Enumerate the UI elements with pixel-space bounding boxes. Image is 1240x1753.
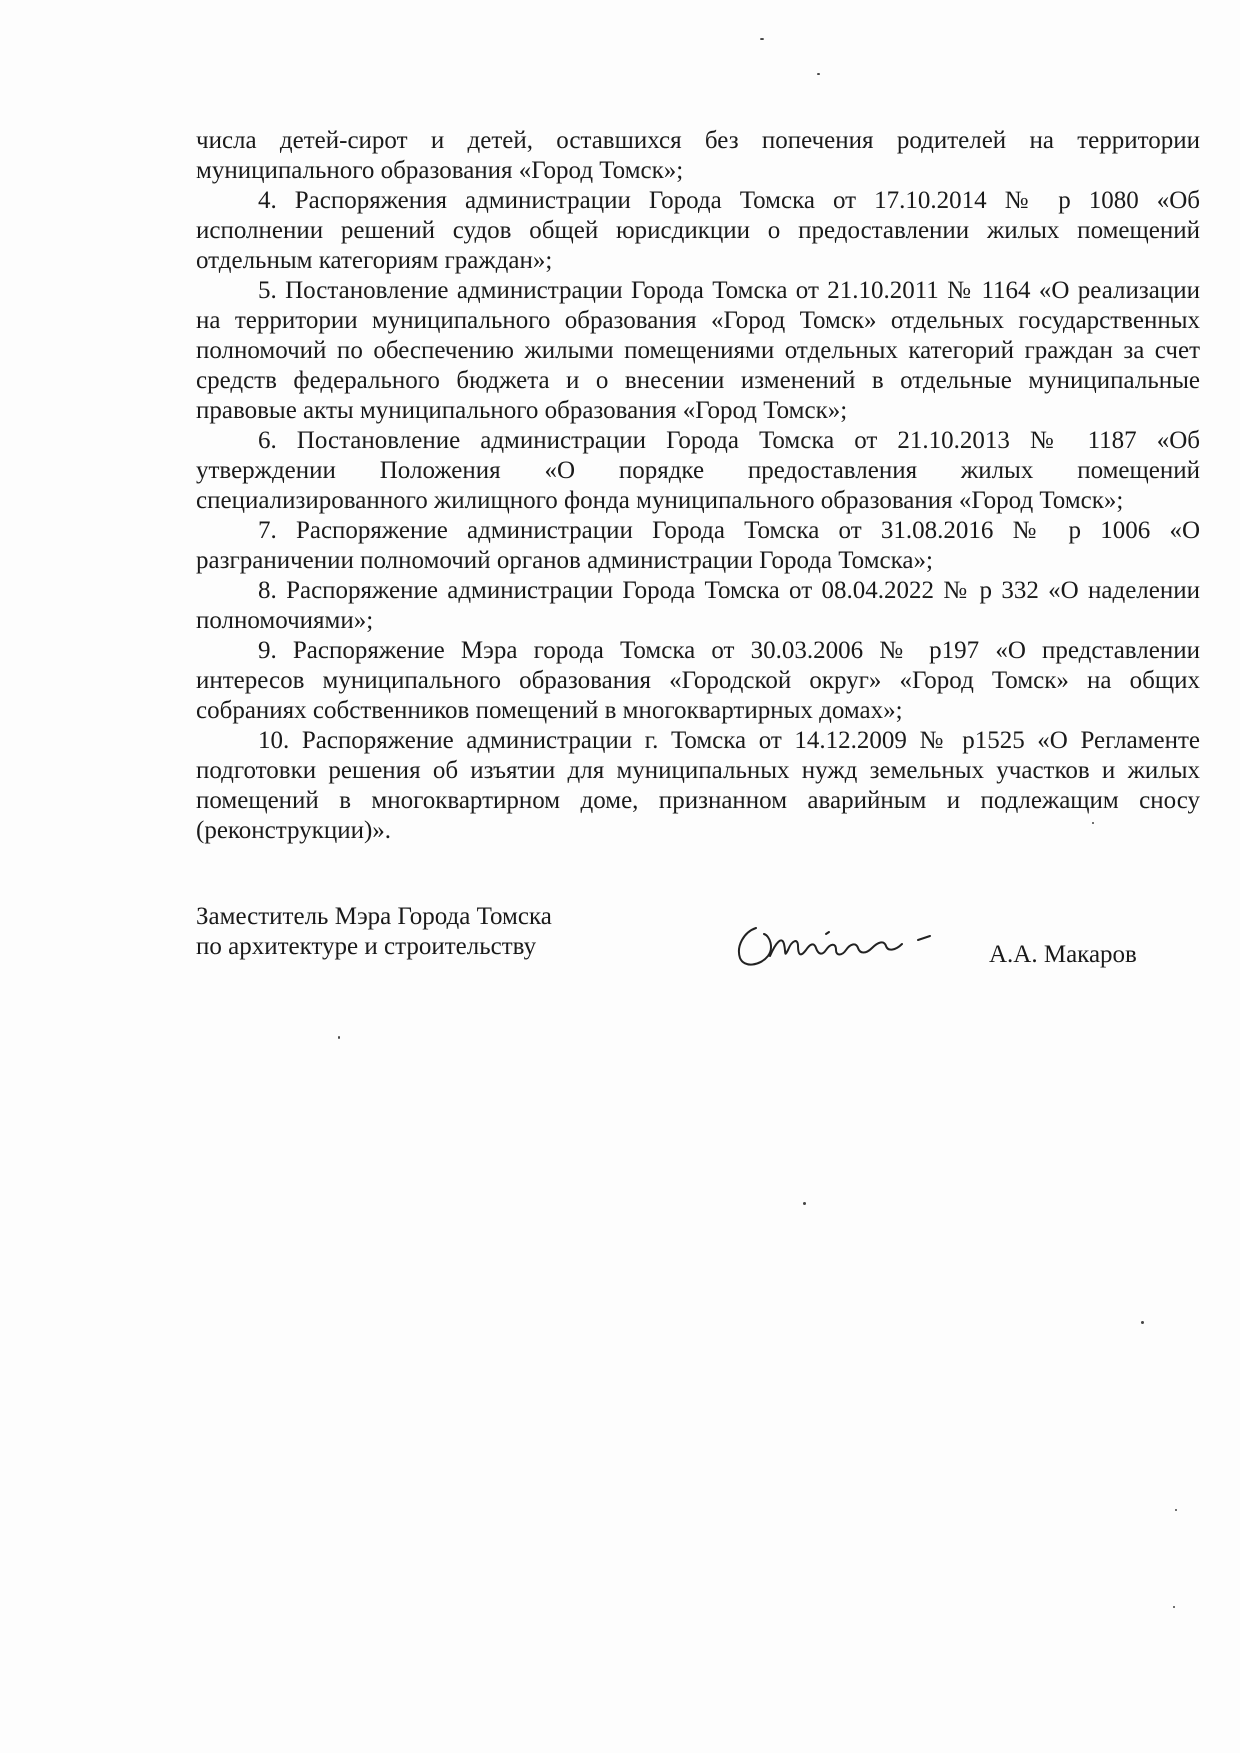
paragraph-item-9: 9. Распоряжение Мэра города Томска от 30.03.2006 № р197 «О представлении интересов муниципального образования «Городской округ» «Город Томск» на общих собраниях собственников помещений в многоквартирных домах»; — [196, 637, 1200, 724]
document-body — [196, 126, 1200, 846]
scan-speck — [803, 1202, 806, 1205]
paragraph-continuation: числа детей-сирот и детей, оставшихся без попечения родителей на территории муниципального образования «Город Томск»; — [196, 127, 1200, 184]
signer-position-line-1: Заместитель Мэра Города Томска — [196, 903, 552, 930]
signer-name: А.А. Макаров — [989, 941, 1137, 968]
signer-position — [196, 902, 552, 962]
paragraph-item-4: 4. Распоряжения администрации Города Томска от 17.10.2014 № р 1080 «Об исполнении решений судов общей юрисдикции о предоставлении жилых помещений отдельным категориям граждан»; — [196, 187, 1200, 274]
scan-speck — [1173, 1606, 1175, 1608]
paragraph-item-10: 10. Распоряжение администрации г. Томска от 14.12.2009 № р1525 «О Регламенте подготовки решения об изъятии для муниципальных нужд земельных участков и жилых помещений в многоквартирном доме, признанном аварийным и подлежащим сносу (реконструкции)». — [196, 727, 1200, 844]
signature-block — [196, 902, 1200, 982]
scan-speck — [338, 1036, 340, 1039]
paragraph-item-8: 8. Распоряжение администрации Города Томска от 08.04.2022 № р 332 «О наделении полномочиями»; — [196, 577, 1200, 634]
paragraph-item-6: 6. Постановление администрации Города Томска от 21.10.2013 № 1187 «Об утверждении Положения «О порядке предоставления жилых помещений специализированного жилищного фонда муниципального образования «Город Томск»; — [196, 427, 1200, 514]
scan-speck — [817, 73, 820, 75]
paragraph-item-7: 7. Распоряжение администрации Города Томска от 31.08.2016 № р 1006 «О разграничении полномочий органов администрации Города Томска»; — [196, 517, 1200, 574]
scan-speck — [760, 38, 764, 40]
signer-position-line-2: по архитектуре и строительству — [196, 933, 537, 960]
handwritten-signature — [726, 906, 956, 976]
scan-speck — [1092, 822, 1094, 824]
paragraph-item-5: 5. Постановление администрации Города Томска от 21.10.2011 № 1164 «О реализации на территории муниципального образования «Город Томск» отдельных государственных полномочий по обеспечению жилыми помещениями отдельных категорий граждан за счет средств федерального бюджета и о внесении изменений в отдельные муниципальные правовые акты муниципального образования «Город Томск»; — [196, 277, 1200, 424]
scan-speck — [1141, 1321, 1144, 1324]
scan-speck — [1175, 1509, 1177, 1511]
